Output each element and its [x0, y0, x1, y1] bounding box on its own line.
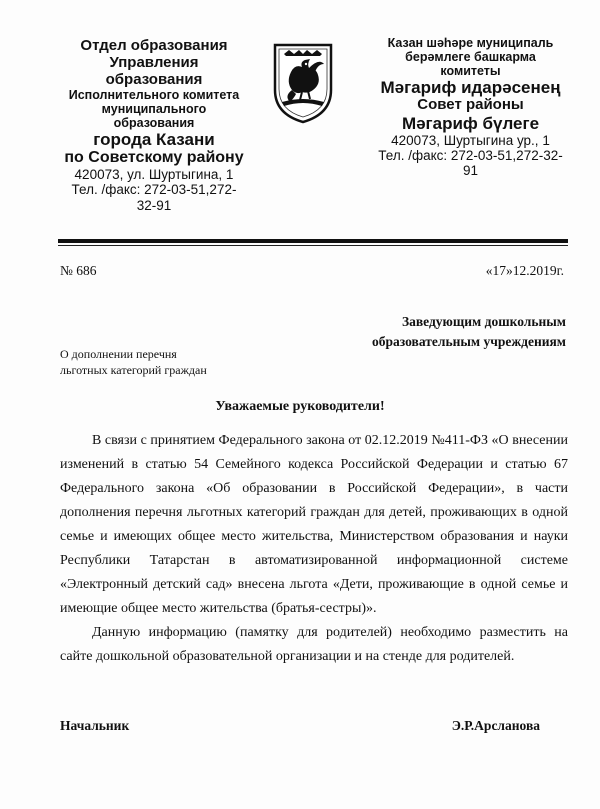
- header-right-line: берәмлеге башкарма: [405, 50, 536, 64]
- addressee-line: образовательным учреждениям: [372, 334, 566, 350]
- header-right-line: Совет районы: [417, 96, 524, 114]
- addressee: [372, 312, 566, 353]
- header-left-phone: Тел. /факс: 272-03-51,272-: [71, 182, 237, 198]
- subject-line: льготных категорий граждан: [60, 363, 207, 378]
- header-divider-thin: [58, 245, 568, 246]
- header-left-phone: 32-91: [136, 197, 172, 213]
- letter-body: [60, 429, 568, 669]
- header-right-line: Казан шәһәре муниципаль: [387, 36, 554, 50]
- header-left-line: Отдел образования: [80, 37, 228, 54]
- body-paragraph: В связи с принятием Федерального закона от 02.12.2019 №411-ФЗ «О внесении изменений в статью 54 Семейного кодекса Российской Федерации и статью 67 Федерального закона «Об образовании в Российской Федерации», в части дополнения перечня льготных категорий граждан для детей, проживающих в одной семье и имеющих общее место жительства, Министерством образования и науки Республики Татарстан в автоматизированной информационной системе «Электронный детский сад» внесена льгота «Дети, проживающие в одной семье и имеющие общее место жительства (братья-сестры)».: [60, 433, 568, 616]
- header-left-line: образования: [113, 116, 195, 131]
- header-left-line: образования: [105, 70, 203, 88]
- letter-subject: [60, 346, 207, 378]
- header-left-address: 420073, ул. Шуртыгина, 1: [74, 167, 234, 183]
- header-divider-thick: [58, 239, 568, 243]
- header-right-address: 420073, Шуртыгина ур., 1: [391, 132, 550, 148]
- header-left-block: [54, 38, 254, 213]
- header-right-line: Мәгариф бүлеге: [401, 113, 540, 133]
- signatory-name: Э.Р.Арсланова: [451, 718, 540, 733]
- body-paragraph: Данную информацию (памятку для родителей) необходимо разместить на сайте дошкольной образовательной организации и на стенде для родителей.: [60, 625, 568, 664]
- header-right-phone: Тел. /факс: 272-03-51,272-32-: [378, 147, 563, 163]
- document-number: № 686: [60, 263, 97, 278]
- addressee-line: Заведующим дошкольным: [402, 314, 566, 329]
- header-left-district: по Советскому району: [64, 149, 244, 167]
- header-right-line: комитеты: [440, 64, 501, 78]
- header-left-line: Исполнительного комитета: [68, 88, 240, 103]
- header-left-line: Управления: [109, 53, 199, 71]
- signatory-title: Начальник: [60, 718, 130, 733]
- subject-line: О дополнении перечня: [60, 347, 177, 361]
- salutation: Уважаемые руководители!: [215, 399, 385, 414]
- header-right-line: Мәгариф идарәсенең: [380, 78, 561, 97]
- header-right-phone: 91: [462, 163, 479, 179]
- kazan-coat-of-arms-icon: [272, 42, 334, 124]
- header-left-line: муниципального: [101, 102, 207, 117]
- header-left-city: города Казани: [93, 130, 215, 150]
- header-right-block: [358, 36, 583, 178]
- document-date: «17»12.2019г.: [485, 263, 564, 278]
